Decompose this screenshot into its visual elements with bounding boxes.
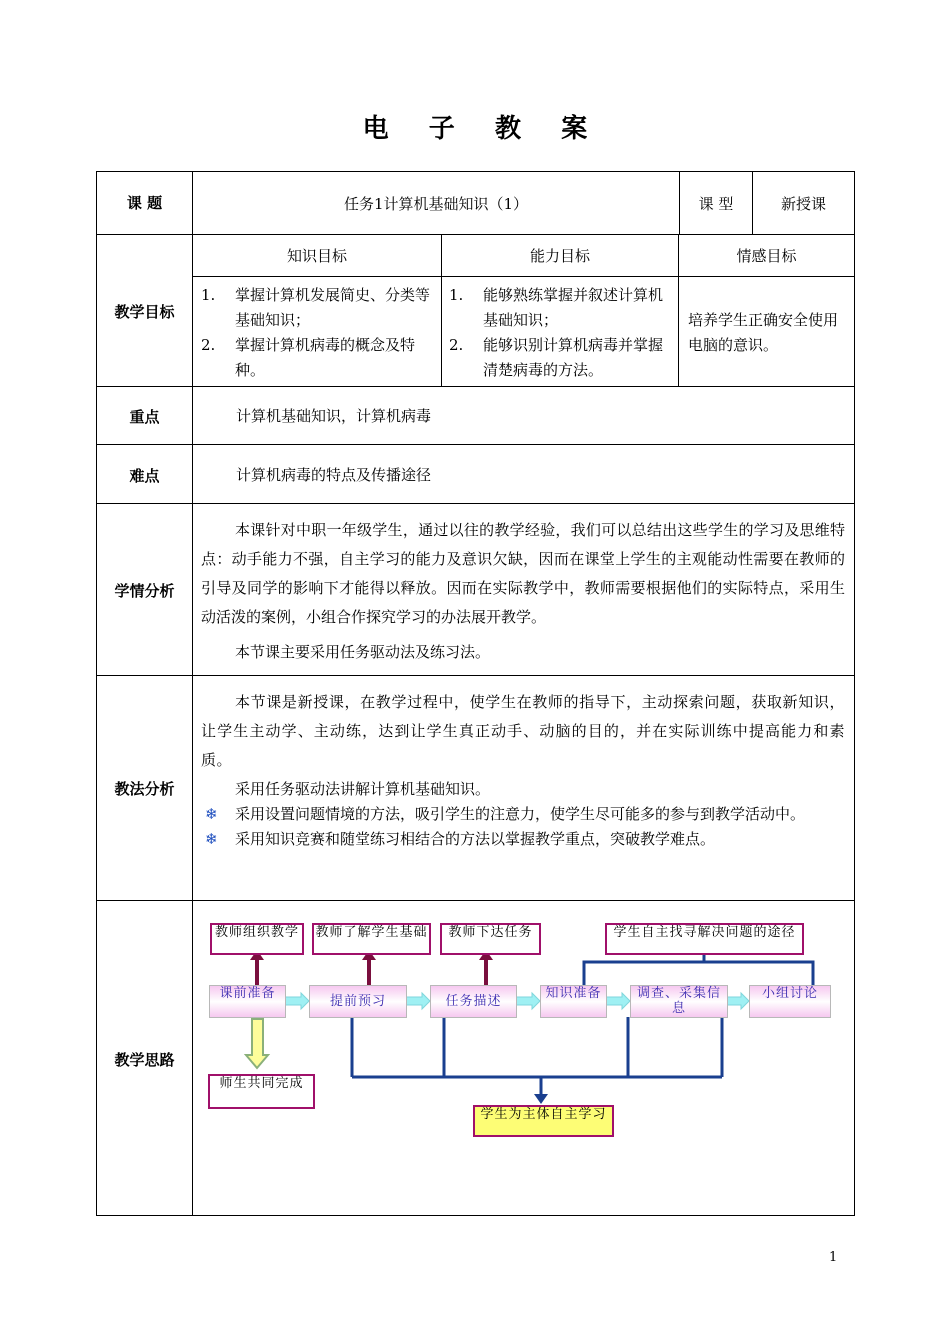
snowflake-icon: ❄ — [205, 830, 218, 848]
arrow-head — [534, 1094, 548, 1104]
arrow-right — [405, 993, 430, 1009]
list-item: 1. 掌握计算机发展简史、分类等基础知识； — [201, 286, 431, 329]
difficulty-label: 难点 — [129, 467, 160, 485]
snowflake-icon: ❄ — [205, 805, 218, 823]
list-item: 2. 掌握计算机病毒的概念及特种。 — [201, 336, 416, 379]
teaching-flow-label: 教学思路 — [114, 1051, 175, 1069]
list-item: 1. 能够熟练掌握并叙述计算机基础知识； — [449, 286, 664, 329]
paragraph: 本节课主要采用任务驱动法及练习法。 — [235, 643, 491, 661]
flow-box-complete-together: 师生共同完成 — [208, 1074, 315, 1109]
emotion-objective-header: 情感目标 — [736, 247, 797, 265]
paragraph: 本节课是新授课，在教学过程中，使学生在教师的指导下，主动探索问题，获取新知识，让学生主动学、主动练，达到让学生真正动手、动脑的目的，并在实际训练中提高能力和素质。 — [201, 693, 845, 769]
knowledge-objective-header: 知识目标 — [286, 247, 347, 265]
arrow-shaft — [367, 958, 371, 985]
page-number: 1 — [829, 1250, 838, 1265]
title-char: 教 — [495, 114, 522, 144]
title-char: 子 — [428, 114, 455, 144]
topic-label: 课 题 — [126, 194, 163, 212]
student-analysis-label: 学情分析 — [114, 582, 175, 600]
arrow-down — [246, 1019, 268, 1068]
connector-line — [584, 962, 813, 985]
type-value: 新授课 — [780, 195, 826, 213]
title-char: 案 — [561, 114, 588, 144]
objectives-label: 教学目标 — [114, 303, 175, 321]
paragraph: 本课针对中职一年级学生，通过以往的教学经验，我们可以总结出这些学生的学习及思维特点：动手能力不强，自主学习的能力及意识欠缺，因而在课堂上学生的主观能动性需要在教师的引导及同学的影响下才能得以释放。因而在实际教学中，教师需要根据他们的实际特点，采用生动活泼的案例，小组合作探究学习的办法展开教学。 — [201, 521, 845, 626]
list-item: 2. 能够识别计算机病毒并掌握清楚病毒的方法。 — [449, 336, 664, 379]
ability-objective-header: 能力目标 — [529, 247, 590, 265]
flow-step-preparation: 课前准备 — [209, 985, 286, 1018]
flow-step-knowledge-prep: 知识准备 — [540, 985, 607, 1018]
list-item: ❄ 采用知识竞赛和随堂练习相结合的方法以掌握教学重点，突破教学难点。 — [201, 827, 845, 852]
flow-step-group-discussion: 小组讨论 — [749, 985, 831, 1018]
flow-box-student-centered: 学生为主体自主学习 — [473, 1105, 614, 1137]
arrow-right — [726, 993, 749, 1009]
flow-box-teacher-understand: 教师了解学生基础 — [312, 923, 431, 955]
flow-step-task-description: 任务描述 — [430, 985, 517, 1018]
arrow-shaft — [484, 958, 488, 985]
flow-step-preview: 提前预习 — [309, 985, 407, 1018]
emotion-objective-text: 培养学生正确安全使用电脑的意识。 — [688, 311, 839, 354]
arrow-shaft — [255, 958, 259, 985]
paragraph: 采用任务驱动法讲解计算机基础知识。 — [235, 780, 491, 798]
arrow-right — [284, 993, 309, 1009]
key-point-text: 计算机基础知识，计算机病毒 — [236, 407, 432, 425]
type-label: 课 型 — [698, 195, 734, 213]
flow-box-teacher-assign: 教师下达任务 — [440, 923, 541, 955]
list-item: ❄ 采用设置问题情境的方法，吸引学生的注意力，使学生尽可能多的参与到教学活动中。 — [201, 802, 845, 827]
key-point-label: 重点 — [129, 408, 160, 426]
difficulty-text: 计算机病毒的特点及传播途径 — [236, 466, 432, 484]
flow-step-investigate: 调查、采集信息 — [630, 985, 728, 1018]
arrow-right — [515, 993, 540, 1009]
method-analysis-label: 教法分析 — [114, 780, 175, 798]
topic-value: 任务1计算机基础知识（1） — [343, 195, 529, 213]
flow-box-student-explore: 学生自主找寻解决问题的途径 — [605, 923, 804, 955]
flow-box-teacher-organize: 教师组织教学 — [210, 923, 304, 955]
title-char: 电 — [362, 114, 389, 144]
arrow-right — [605, 993, 630, 1009]
